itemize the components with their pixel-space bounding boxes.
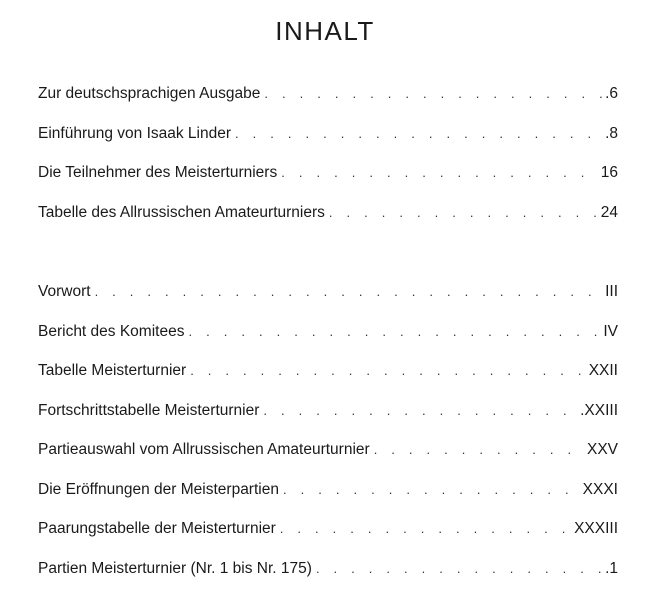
toc-entry-label: Tabelle Meisterturnier [38, 362, 187, 379]
toc-entry-page: .6 [605, 85, 618, 102]
toc-entry-page: XXV [586, 441, 618, 458]
toc-entry-page: XXXI [582, 480, 618, 498]
dot-leader [263, 400, 578, 422]
toc-entry-page: .1 [605, 559, 618, 577]
toc-entry [38, 400, 618, 440]
toc-entry [38, 558, 618, 598]
toc-entry [38, 202, 618, 242]
toc-entry-page: III [605, 283, 618, 300]
toc-entry [38, 162, 618, 202]
toc-entry-label: Paarungstabelle der Meisterturnier [38, 520, 276, 537]
dot-leader [264, 83, 603, 105]
dot-leader [95, 281, 604, 303]
toc-entry-label: Zur deutschsprachigen Ausgabe [38, 85, 261, 102]
toc-entry [38, 439, 618, 479]
toc-entry-page: XXII [588, 362, 618, 379]
page-title: INHALT [275, 16, 375, 46]
toc-entry [38, 123, 618, 163]
dot-leader [280, 518, 572, 540]
toc-entry [38, 281, 618, 321]
toc-entry [38, 479, 618, 519]
dot-leader [190, 360, 587, 382]
toc-entry-label: Die Eröffnungen der Meisterpartien [38, 480, 279, 498]
dot-leader [283, 479, 581, 501]
toc-section-1 [38, 83, 618, 241]
toc-entry-page: .8 [605, 124, 618, 142]
toc-entry-label: Die Teilnehmer des Meisterturniers [38, 164, 278, 181]
toc-entry-label: Partieauswahl vom Allrussischen Amateurturnier [38, 441, 370, 458]
toc-entry-label: Einführung von Isaak Linder [38, 124, 232, 142]
toc-entry-label: Bericht des Komitees [38, 322, 185, 340]
toc-entry-label: Tabelle des Allrussischen Amateurturniers [38, 203, 325, 221]
toc-entry [38, 518, 618, 558]
dot-leader [316, 558, 603, 580]
toc-entry-label: Fortschrittstabelle Meisterturnier [38, 401, 260, 419]
toc-section-2 [38, 281, 618, 597]
toc-entry-page: IV [603, 322, 618, 340]
toc-entry [38, 321, 618, 361]
dot-leader [235, 123, 603, 145]
toc-entry-page: 16 [600, 164, 618, 181]
toc-entry [38, 360, 618, 400]
toc-entry [38, 83, 618, 123]
toc-entry-page: XXXIII [574, 520, 618, 537]
toc-entry-label: Partien Meisterturnier (Nr. 1 bis Nr. 175) [38, 559, 312, 577]
dot-leader [329, 202, 599, 224]
toc-entry-page: 24 [600, 203, 618, 221]
dot-leader [281, 162, 599, 184]
toc-entry-label: Vorwort [38, 283, 91, 300]
toc-entry-page: .XXIII [580, 401, 618, 419]
dot-leader [374, 439, 585, 461]
dot-leader [188, 321, 601, 343]
